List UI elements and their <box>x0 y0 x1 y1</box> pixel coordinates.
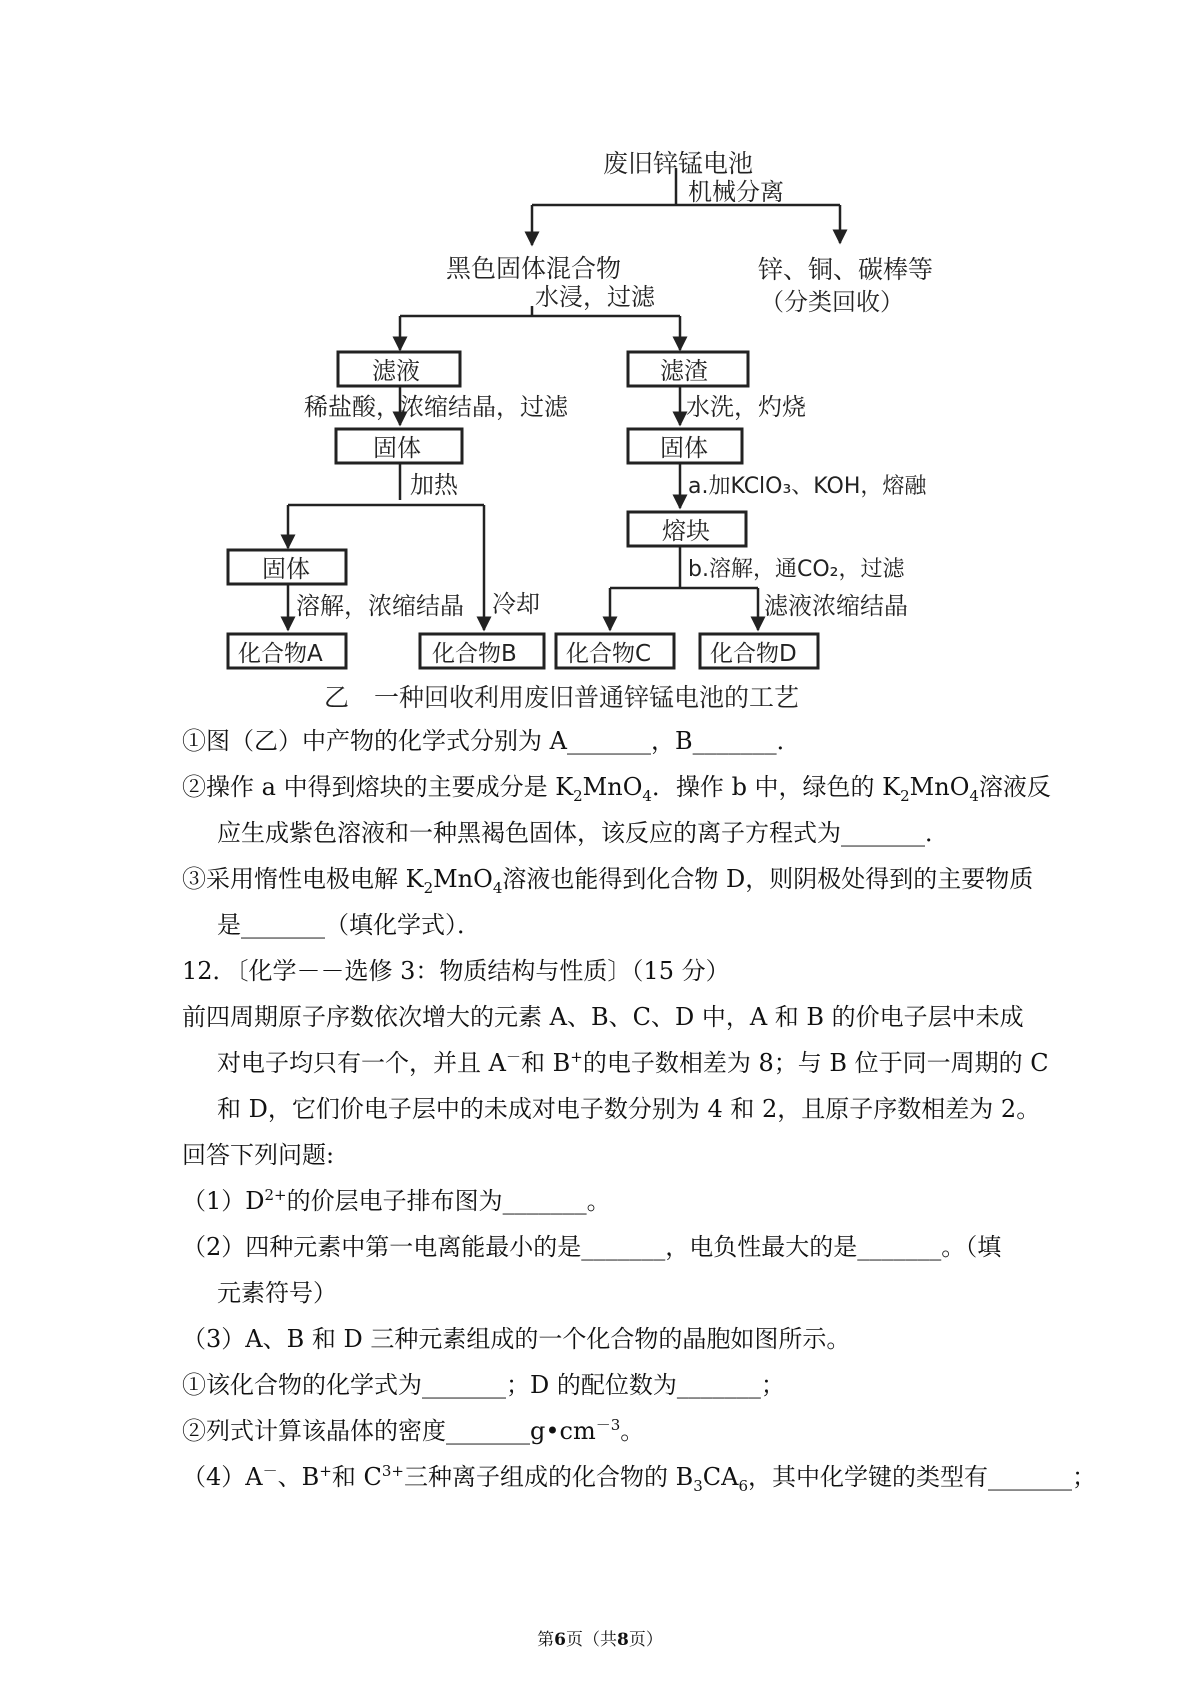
q2-text: MnO <box>582 773 643 801</box>
s4-text: ，其中化学键的类型有_______； <box>748 1463 1097 1491</box>
para-line-1: 前四周期原子序数依次增大的元素 A、B、C、D 中，A 和 B 的价电子层中未成 <box>182 1003 1024 1031</box>
op-dissolve-crystallize: 溶解，浓缩结晶 <box>296 592 464 620</box>
para-line-2 <box>217 1046 1049 1080</box>
node-solid-right-label: 固体 <box>660 434 708 462</box>
superscript: 3+ <box>381 1462 404 1480</box>
op-left-1: 稀盐酸，浓缩结晶，过滤 <box>304 393 568 421</box>
s4-text: 和 C <box>331 1463 382 1491</box>
sub-question-2-line-2: 元素符号） <box>217 1279 337 1307</box>
q2-text: 溶液反 <box>978 773 1051 801</box>
sub-question-3: （3）A、B 和 D 三种元素组成的一个化合物的晶胞如图所示。 <box>182 1325 851 1353</box>
q3-text: MnO <box>433 865 493 893</box>
node-filtrate-label: 滤液 <box>372 357 420 385</box>
node-melt-label: 熔块 <box>662 517 710 545</box>
s4-text: 、B <box>277 1463 320 1491</box>
op-a: a.加KClO₃、KOH，熔融 <box>688 474 927 499</box>
diagram-caption: 乙 一种回收利用废旧普通锌锰电池的工艺 <box>324 683 800 712</box>
s4-text: （4）A <box>182 1463 263 1491</box>
node-waste-battery: 废旧锌锰电池 <box>603 149 754 178</box>
node-solid-left-label: 固体 <box>373 434 421 462</box>
sub-question-4 <box>182 1460 1096 1494</box>
op-right-1: 水洗，灼烧 <box>686 393 806 421</box>
q2-text: ②操作 a 中得到熔块的主要成分是 K <box>182 773 574 801</box>
node-metals-note: （分类回收） <box>760 288 904 316</box>
node-residue-label: 滤渣 <box>660 357 708 385</box>
sub-question-1 <box>182 1184 611 1218</box>
op-cool: 冷却 <box>492 590 540 618</box>
subscript: 4 <box>969 786 979 805</box>
node-black-mixture: 黑色固体混合物 <box>446 254 622 283</box>
q2-text: ．操作 b 中，绿色的 K <box>651 773 901 801</box>
subscript: 3 <box>693 1476 703 1495</box>
s4-text: 三种离子组成的化合物的 B <box>403 1463 694 1491</box>
subscript: 2 <box>423 878 434 897</box>
footer-mid: 页（共 <box>566 1630 617 1650</box>
page-footer <box>0 1625 1200 1650</box>
s1-text: 的价层电子排布图为_______。 <box>286 1187 611 1215</box>
node-metals: 锌、铜、碳棒等 <box>758 255 934 284</box>
q3-text: ③采用惰性电极电解 K <box>182 865 424 893</box>
process-flow-diagram <box>0 0 1200 720</box>
subscript: 2 <box>573 786 583 805</box>
sub-question-3-ii <box>182 1414 644 1448</box>
p2-text: 和 B <box>520 1049 571 1077</box>
node-compound-a-label: 化合物A <box>238 641 323 667</box>
q3-text: 溶液也能得到化合物 D，则阴极处得到的主要物质 <box>502 865 1034 893</box>
q2-text: MnO <box>909 773 970 801</box>
op-water-leach-filter: 水浸，过滤 <box>535 283 655 311</box>
node-compound-d-label: 化合物D <box>710 641 797 667</box>
superscript: －3 <box>595 1416 621 1434</box>
s3ii-text: ②列式计算该晶体的密度_______g•cm <box>182 1417 596 1445</box>
op-heat: 加热 <box>410 471 458 499</box>
superscript: － <box>262 1462 278 1480</box>
op-mechanical-separation: 机械分离 <box>688 178 784 206</box>
subscript: 4 <box>642 786 652 805</box>
subscript: 2 <box>900 786 910 805</box>
superscript: － <box>505 1048 521 1066</box>
footer-post: 页） <box>628 1630 663 1650</box>
question-3-line-2: 是_______（填化学式）． <box>217 911 481 939</box>
footer-total-pages: 8 <box>617 1630 629 1650</box>
footer-pre: 第 <box>537 1630 555 1650</box>
p2-text: 对电子均只有一个，并且 A <box>217 1049 506 1077</box>
op-filtrate-crystallize: 滤液浓缩结晶 <box>764 592 908 620</box>
subscript: 4 <box>492 878 503 897</box>
question-3-line-1 <box>182 862 1033 896</box>
node-compound-c-label: 化合物C <box>566 641 652 667</box>
question-2-line-2: 应生成紫色溶液和一种黑褐色固体，该反应的离子方程式为_______． <box>217 819 949 847</box>
superscript: 2+ <box>264 1186 287 1204</box>
question-1: ①图（乙）中产物的化学式分别为 A_______，B_______． <box>182 727 801 755</box>
superscript: + <box>570 1048 583 1066</box>
sub-question-2-line-1: （2）四种元素中第一电离能最小的是_______，电负性最大的是_______。（填 <box>182 1233 1002 1261</box>
footer-page-number: 6 <box>554 1630 566 1650</box>
sub-question-3-i: ①该化合物的化学式为_______；D 的配位数为_______； <box>182 1371 785 1399</box>
subscript: 6 <box>738 1476 749 1495</box>
op-b: b.溶解，通CO₂，过滤 <box>688 557 905 582</box>
node-compound-b-label: 化合物B <box>432 641 517 667</box>
s3ii-period: 。 <box>620 1417 645 1445</box>
question-12-heading: 12．〔化学－－选修 3：物质结构与性质〕（15 分） <box>182 957 730 985</box>
p2-text: 的电子数相差为 8；与 B 位于同一周期的 C <box>582 1049 1049 1077</box>
node-solid-sub-label: 固体 <box>262 555 310 583</box>
s4-text: CA <box>702 1463 739 1491</box>
question-2-line-1 <box>182 770 1051 804</box>
superscript: + <box>319 1462 332 1480</box>
s1-text: （1）D <box>182 1187 265 1215</box>
para-line-4: 回答下列问题: <box>182 1141 335 1169</box>
para-line-3: 和 D，它们价电子层中的未成对电子数分别为 4 和 2，且原子序数相差为 2。 <box>217 1095 1041 1123</box>
